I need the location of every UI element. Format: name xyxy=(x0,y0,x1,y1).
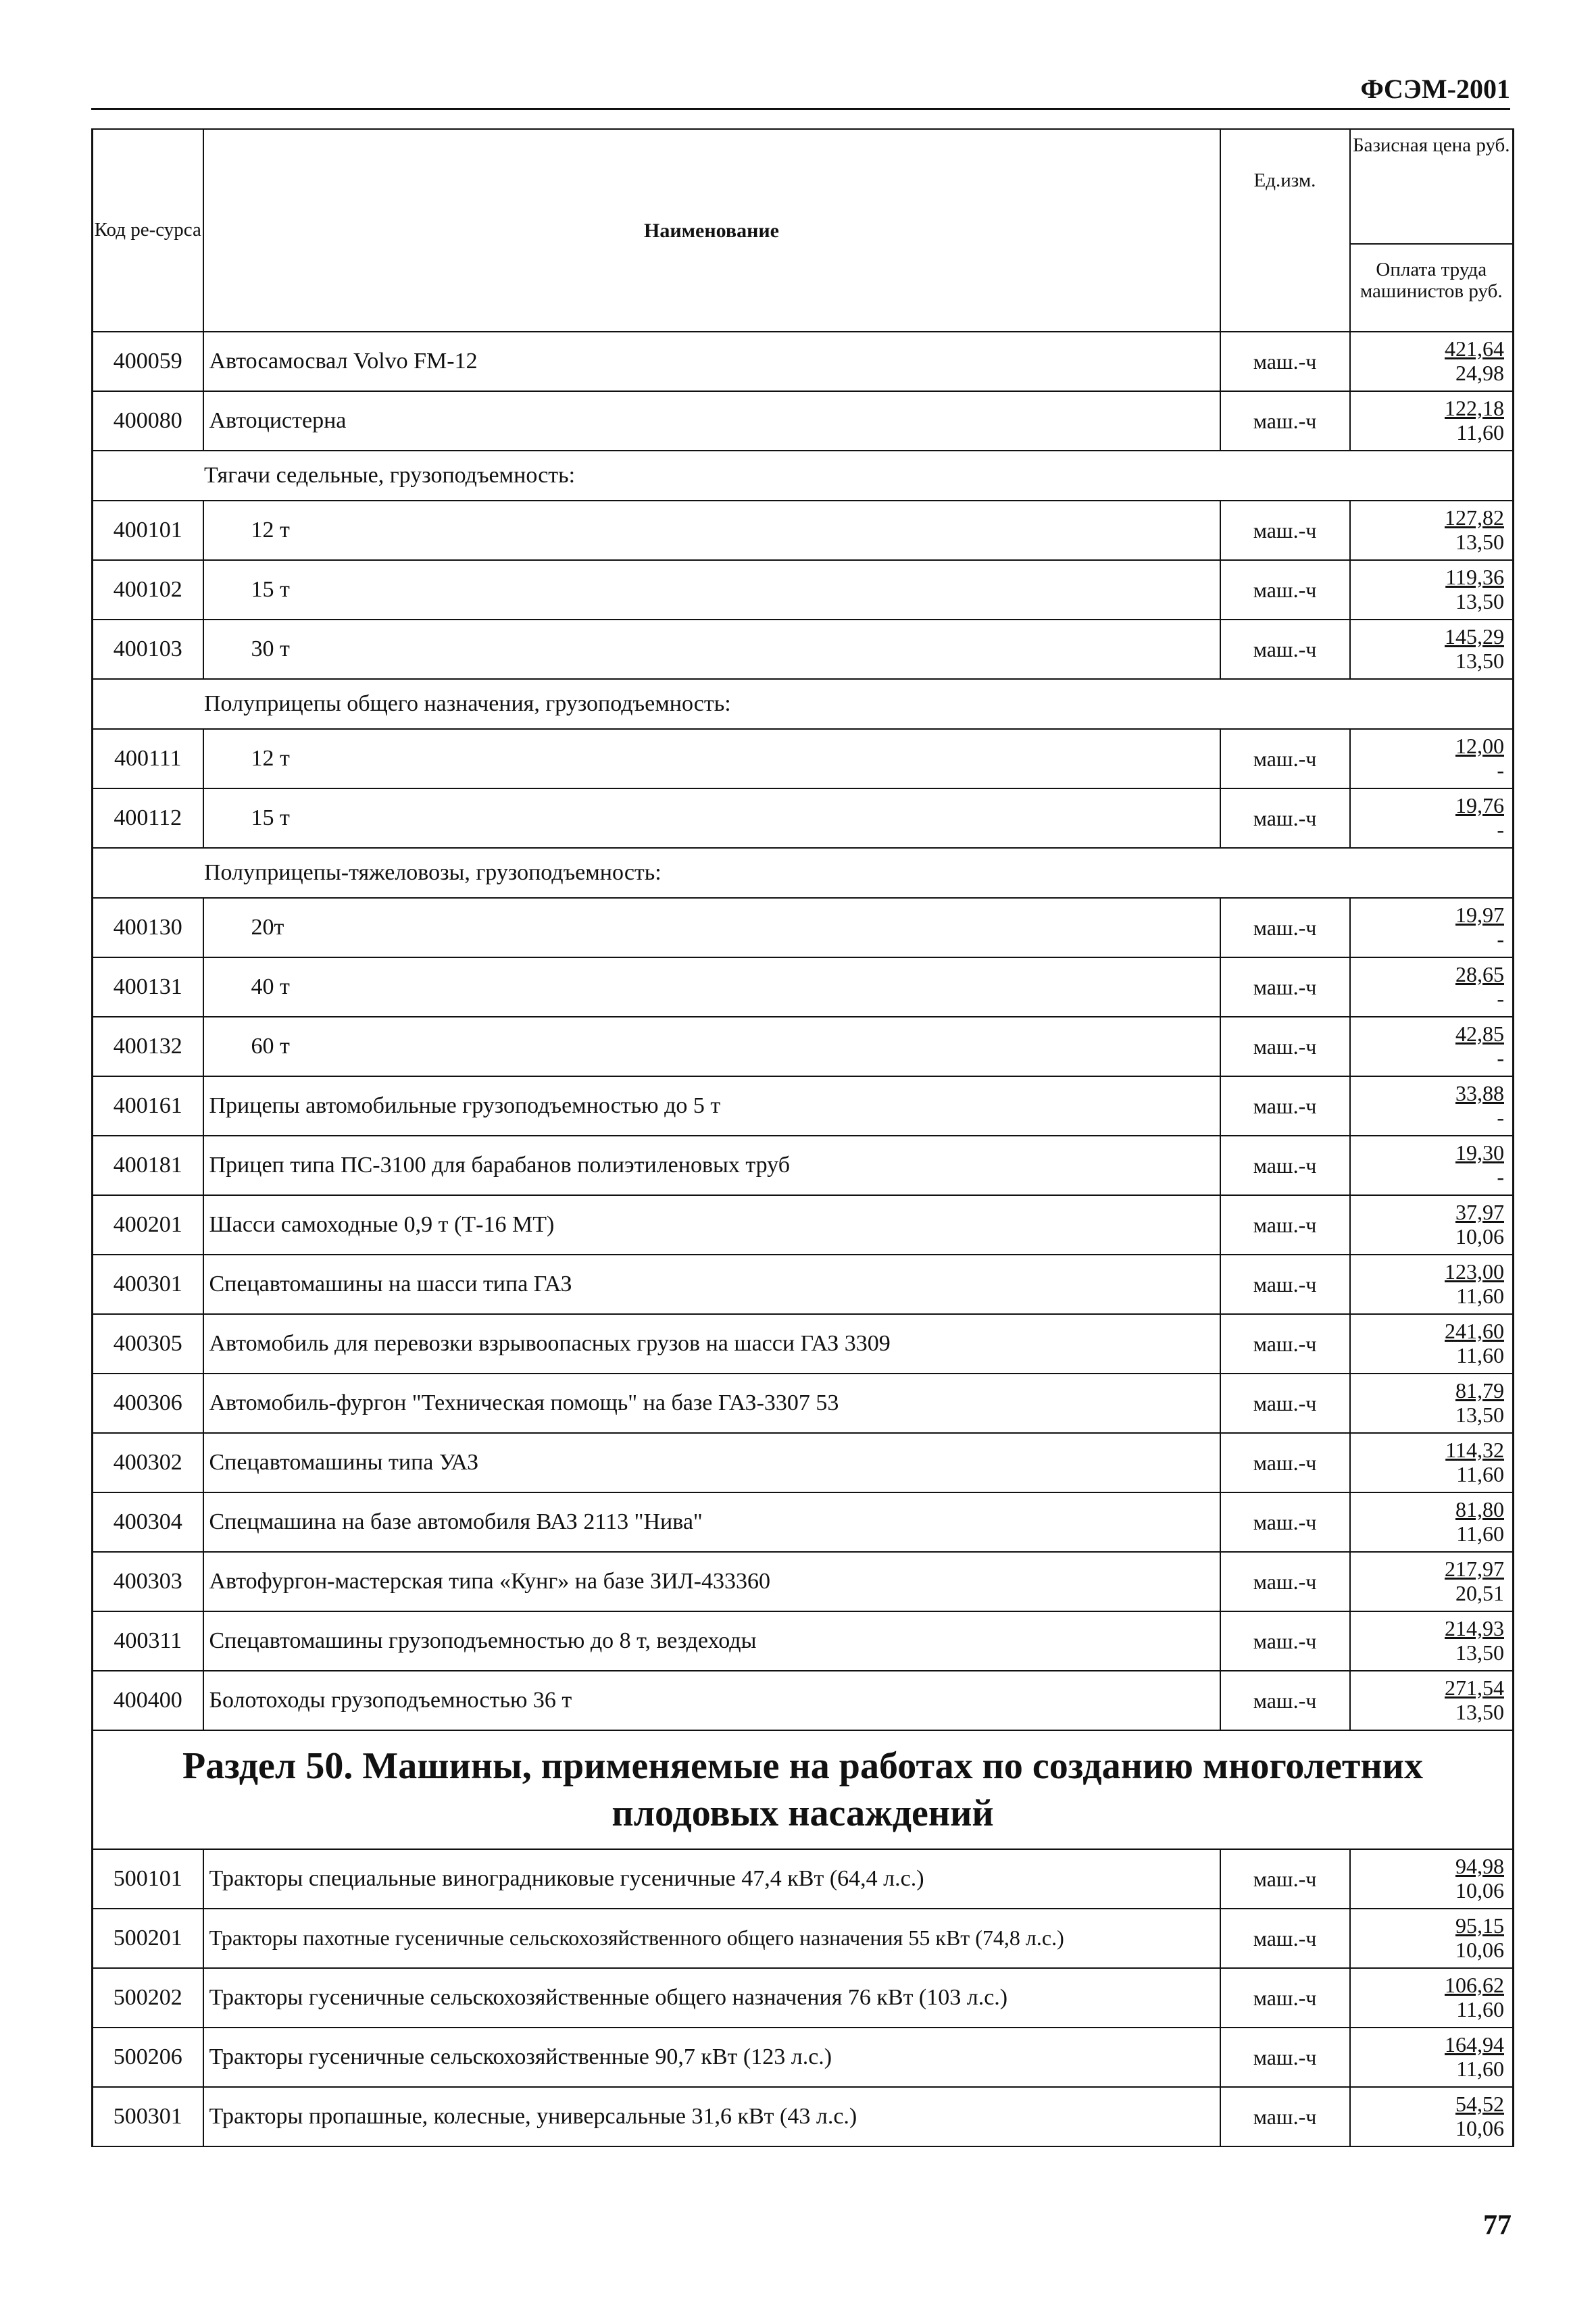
operator-wage: 11,60 xyxy=(1456,2057,1504,2081)
table-row xyxy=(93,1552,1514,1611)
group-heading: Полуприцепы-тяжеловозы, грузоподъемность: xyxy=(93,848,1514,898)
column-header-price xyxy=(1350,129,1514,332)
document-code: ФСЭМ-2001 xyxy=(1360,74,1510,104)
operator-wage: 11,60 xyxy=(1456,420,1504,445)
resource-name: 12 т xyxy=(203,501,1220,560)
unit-of-measure: маш.-ч xyxy=(1220,1136,1350,1195)
column-header-name: Наименование xyxy=(203,129,1220,332)
resource-name: Шасси самоходные 0,9 т (Т-16 МТ) xyxy=(203,1195,1220,1255)
base-price: 122,18 xyxy=(1445,396,1504,421)
price-cell xyxy=(1350,332,1514,391)
resource-code: 500301 xyxy=(93,2087,203,2146)
base-price: 145,29 xyxy=(1445,624,1504,649)
unit-of-measure: маш.-ч xyxy=(1220,1849,1350,1909)
base-price: 271,54 xyxy=(1445,1676,1504,1701)
unit-of-measure: маш.-ч xyxy=(1220,898,1350,957)
table-row xyxy=(93,332,1514,391)
base-price: 114,32 xyxy=(1445,1438,1504,1463)
unit-of-measure: маш.-ч xyxy=(1220,501,1350,560)
unit-of-measure: маш.-ч xyxy=(1220,1671,1350,1730)
price-cell xyxy=(1350,1136,1514,1195)
operator-wage: 13,50 xyxy=(1455,649,1504,673)
group-heading: Полуприцепы общего назначения, грузоподъемность: xyxy=(93,679,1514,729)
operator-wage: - xyxy=(1497,1165,1504,1189)
resource-code: 400305 xyxy=(93,1314,203,1374)
base-price: 119,36 xyxy=(1445,565,1504,590)
operator-wage: 10,06 xyxy=(1455,1878,1504,1903)
unit-of-measure: маш.-ч xyxy=(1220,1433,1350,1492)
base-price: 19,76 xyxy=(1455,793,1504,818)
table-row xyxy=(93,501,1514,560)
resource-code: 400059 xyxy=(93,332,203,391)
resource-name: Прицепы автомобильные грузоподъемностью до 5 т xyxy=(203,1076,1220,1136)
unit-of-measure: маш.-ч xyxy=(1220,2087,1350,2146)
unit-of-measure: маш.-ч xyxy=(1220,391,1350,451)
price-cell xyxy=(1350,1671,1514,1730)
unit-of-measure: маш.-ч xyxy=(1220,1552,1350,1611)
resource-code: 400311 xyxy=(93,1611,203,1671)
base-price: 164,94 xyxy=(1445,2032,1504,2057)
resource-code: 400131 xyxy=(93,957,203,1017)
resource-name: 30 т xyxy=(203,620,1220,679)
operator-wage: 11,60 xyxy=(1456,1284,1504,1308)
resource-code: 400306 xyxy=(93,1374,203,1433)
resource-code: 400112 xyxy=(93,788,203,848)
operator-wage: - xyxy=(1497,758,1504,782)
column-header-unit: Ед.изм. xyxy=(1220,129,1350,332)
group-heading-row xyxy=(93,848,1514,898)
resource-name: Тракторы гусеничные сельскохозяйственные 90,7 кВт (123 л.с.) xyxy=(203,2028,1220,2087)
operator-wage: 13,50 xyxy=(1455,1640,1504,1665)
price-cell xyxy=(1350,1968,1514,2028)
resource-name: Тракторы гусеничные сельскохозяйственные общего назначения 76 кВт (103 л.с.) xyxy=(203,1968,1220,2028)
base-price: 214,93 xyxy=(1445,1616,1504,1641)
operator-wage: 24,98 xyxy=(1455,361,1504,385)
price-cell xyxy=(1350,1017,1514,1076)
resource-code: 400161 xyxy=(93,1076,203,1136)
price-cell xyxy=(1350,788,1514,848)
unit-of-measure: маш.-ч xyxy=(1220,1492,1350,1552)
operator-wage: 11,60 xyxy=(1456,1343,1504,1367)
resource-code: 400400 xyxy=(93,1671,203,1730)
resource-name: Прицеп типа ПС-3100 для барабанов полиэтиленовых труб xyxy=(203,1136,1220,1195)
resource-name: 15 т xyxy=(203,560,1220,620)
resource-code: 400111 xyxy=(93,729,203,788)
base-price: 19,97 xyxy=(1455,903,1504,928)
section-title: Раздел 50. Машины, применяемые на работах по созданию многолетних плодовых насаждений xyxy=(93,1730,1514,1849)
table-header xyxy=(93,129,1514,332)
base-price: 54,52 xyxy=(1455,2092,1504,2117)
base-price: 19,30 xyxy=(1455,1140,1504,1165)
section-heading-row xyxy=(93,1730,1514,1849)
price-cell xyxy=(1350,898,1514,957)
price-cell xyxy=(1350,391,1514,451)
table-row xyxy=(93,898,1514,957)
table-row xyxy=(93,1136,1514,1195)
unit-of-measure: маш.-ч xyxy=(1220,1968,1350,2028)
price-cell xyxy=(1350,1076,1514,1136)
price-cell xyxy=(1350,1255,1514,1314)
operator-wage: 11,60 xyxy=(1456,1521,1504,1546)
base-price: 106,62 xyxy=(1445,1973,1504,1998)
resource-name: 40 т xyxy=(203,957,1220,1017)
table-row xyxy=(93,729,1514,788)
resource-code: 500101 xyxy=(93,1849,203,1909)
resource-table xyxy=(91,128,1514,2147)
resource-name: Автоцистерна xyxy=(203,391,1220,451)
operator-wage: 11,60 xyxy=(1456,1997,1504,2021)
resource-name: Автофургон-мастерская типа «Кунг» на базе ЗИЛ-433360 xyxy=(203,1552,1220,1611)
table-row xyxy=(93,1195,1514,1255)
table-row xyxy=(93,1017,1514,1076)
operator-wage: - xyxy=(1497,1046,1504,1070)
base-price: 123,00 xyxy=(1445,1259,1504,1284)
unit-of-measure: маш.-ч xyxy=(1220,332,1350,391)
resource-code: 400132 xyxy=(93,1017,203,1076)
unit-of-measure: маш.-ч xyxy=(1220,1195,1350,1255)
price-cell xyxy=(1350,1314,1514,1374)
operator-wage: 10,06 xyxy=(1455,1938,1504,1962)
resource-name: Болотоходы грузоподъемностью 36 т xyxy=(203,1671,1220,1730)
resource-code: 400130 xyxy=(93,898,203,957)
price-cell xyxy=(1350,957,1514,1017)
unit-of-measure: маш.-ч xyxy=(1220,1374,1350,1433)
table-row xyxy=(93,1671,1514,1730)
operator-wage: 13,50 xyxy=(1455,530,1504,554)
group-heading-row xyxy=(93,451,1514,501)
price-cell xyxy=(1350,1374,1514,1433)
base-price: 217,97 xyxy=(1445,1557,1504,1582)
unit-of-measure: маш.-ч xyxy=(1220,1611,1350,1671)
resource-name: Тракторы специальные виноградниковые гусеничные 47,4 кВт (64,4 л.с.) xyxy=(203,1849,1220,1909)
price-cell xyxy=(1350,560,1514,620)
resource-code: 400103 xyxy=(93,620,203,679)
column-header-base-price: Базисная цена руб. xyxy=(1351,130,1513,245)
group-heading-row xyxy=(93,679,1514,729)
price-cell xyxy=(1350,2028,1514,2087)
resource-name: Автосамосвал Volvo FM-12 xyxy=(203,332,1220,391)
operator-wage: 13,50 xyxy=(1455,1700,1504,1724)
page-header xyxy=(91,73,1510,110)
operator-wage: - xyxy=(1497,927,1504,951)
unit-of-measure: маш.-ч xyxy=(1220,788,1350,848)
table-row xyxy=(93,2028,1514,2087)
base-price: 421,64 xyxy=(1445,336,1504,361)
price-cell xyxy=(1350,729,1514,788)
table-row xyxy=(93,1314,1514,1374)
resource-code: 400080 xyxy=(93,391,203,451)
price-cell xyxy=(1350,1552,1514,1611)
resource-name: 15 т xyxy=(203,788,1220,848)
unit-of-measure: маш.-ч xyxy=(1220,2028,1350,2087)
table-row xyxy=(93,1611,1514,1671)
unit-of-measure: маш.-ч xyxy=(1220,729,1350,788)
resource-name: Тракторы пропашные, колесные, универсальные 31,6 кВт (43 л.с.) xyxy=(203,2087,1220,2146)
resource-code: 400304 xyxy=(93,1492,203,1552)
resource-code: 500206 xyxy=(93,2028,203,2087)
resource-code: 400303 xyxy=(93,1552,203,1611)
resource-name: Спецмашина на базе автомобиля ВАЗ 2113 "Нива" xyxy=(203,1492,1220,1552)
unit-of-measure: маш.-ч xyxy=(1220,1909,1350,1968)
price-cell xyxy=(1350,1195,1514,1255)
table-row xyxy=(93,1968,1514,2028)
price-cell xyxy=(1350,1492,1514,1552)
base-price: 241,60 xyxy=(1445,1319,1504,1344)
resource-name: 60 т xyxy=(203,1017,1220,1076)
table-row xyxy=(93,620,1514,679)
resource-code: 500201 xyxy=(93,1909,203,1968)
unit-of-measure: маш.-ч xyxy=(1220,1076,1350,1136)
operator-wage: - xyxy=(1497,986,1504,1011)
base-price: 37,97 xyxy=(1455,1200,1504,1225)
table-row xyxy=(93,1909,1514,1968)
operator-wage: 13,50 xyxy=(1455,589,1504,613)
operator-wage: 11,60 xyxy=(1456,1462,1504,1486)
price-cell xyxy=(1350,620,1514,679)
resource-code: 500202 xyxy=(93,1968,203,2028)
resource-name: Спецавтомашины грузоподъемностью до 8 т, вездеходы xyxy=(203,1611,1220,1671)
page-number: 77 xyxy=(1483,2210,1512,2241)
unit-of-measure: маш.-ч xyxy=(1220,1017,1350,1076)
base-price: 28,65 xyxy=(1455,962,1504,987)
group-heading: Тягачи седельные, грузоподъемность: xyxy=(93,451,1514,501)
base-price: 94,98 xyxy=(1455,1854,1504,1879)
operator-wage: - xyxy=(1497,1105,1504,1130)
resource-name: Автомобиль для перевозки взрывоопасных грузов на шасси ГАЗ 3309 xyxy=(203,1314,1220,1374)
table-row xyxy=(93,1433,1514,1492)
operator-wage: 20,51 xyxy=(1455,1581,1504,1605)
unit-of-measure: маш.-ч xyxy=(1220,620,1350,679)
resource-name: 12 т xyxy=(203,729,1220,788)
price-cell xyxy=(1350,1849,1514,1909)
table-row xyxy=(93,391,1514,451)
column-header-code: Код ре-сурса xyxy=(93,129,203,332)
unit-of-measure: маш.-ч xyxy=(1220,560,1350,620)
table-row xyxy=(93,1255,1514,1314)
resource-code: 400301 xyxy=(93,1255,203,1314)
table-row xyxy=(93,1076,1514,1136)
resource-code: 400102 xyxy=(93,560,203,620)
table-row xyxy=(93,1492,1514,1552)
table-row xyxy=(93,957,1514,1017)
resource-name: Спецавтомашины типа УАЗ xyxy=(203,1433,1220,1492)
base-price: 81,80 xyxy=(1455,1497,1504,1522)
base-price: 12,00 xyxy=(1455,734,1504,759)
operator-wage: - xyxy=(1497,818,1504,842)
table-row xyxy=(93,2087,1514,2146)
resource-name: Автомобиль-фургон "Техническая помощь" на базе ГАЗ-3307 53 xyxy=(203,1374,1220,1433)
resource-code: 400201 xyxy=(93,1195,203,1255)
column-header-operator-wage: Оплата труда машинистов руб. xyxy=(1360,259,1503,302)
resource-name: Спецавтомашины на шасси типа ГАЗ xyxy=(203,1255,1220,1314)
resource-code: 400101 xyxy=(93,501,203,560)
price-cell xyxy=(1350,501,1514,560)
table-row xyxy=(93,560,1514,620)
base-price: 42,85 xyxy=(1455,1022,1504,1047)
unit-of-measure: маш.-ч xyxy=(1220,1255,1350,1314)
price-cell xyxy=(1350,1909,1514,1968)
resource-code: 400181 xyxy=(93,1136,203,1195)
base-price: 95,15 xyxy=(1455,1913,1504,1938)
price-cell xyxy=(1350,1433,1514,1492)
unit-of-measure: маш.-ч xyxy=(1220,957,1350,1017)
operator-wage: 10,06 xyxy=(1455,1224,1504,1249)
operator-wage: 10,06 xyxy=(1455,2116,1504,2140)
resource-name: 20т xyxy=(203,898,1220,957)
resource-name: Тракторы пахотные гусеничные сельскохозяйственного общего назначения 55 кВт (74,8 л.с.) xyxy=(203,1909,1220,1968)
base-price: 81,79 xyxy=(1455,1378,1504,1403)
price-cell xyxy=(1350,1611,1514,1671)
base-price: 127,82 xyxy=(1445,505,1504,530)
unit-of-measure: маш.-ч xyxy=(1220,1314,1350,1374)
resource-code: 400302 xyxy=(93,1433,203,1492)
table-row xyxy=(93,1849,1514,1909)
table-row xyxy=(93,1374,1514,1433)
base-price: 33,88 xyxy=(1455,1081,1504,1106)
price-cell xyxy=(1350,2087,1514,2146)
table-row xyxy=(93,788,1514,848)
operator-wage: 13,50 xyxy=(1455,1403,1504,1427)
table-body xyxy=(93,332,1514,2146)
